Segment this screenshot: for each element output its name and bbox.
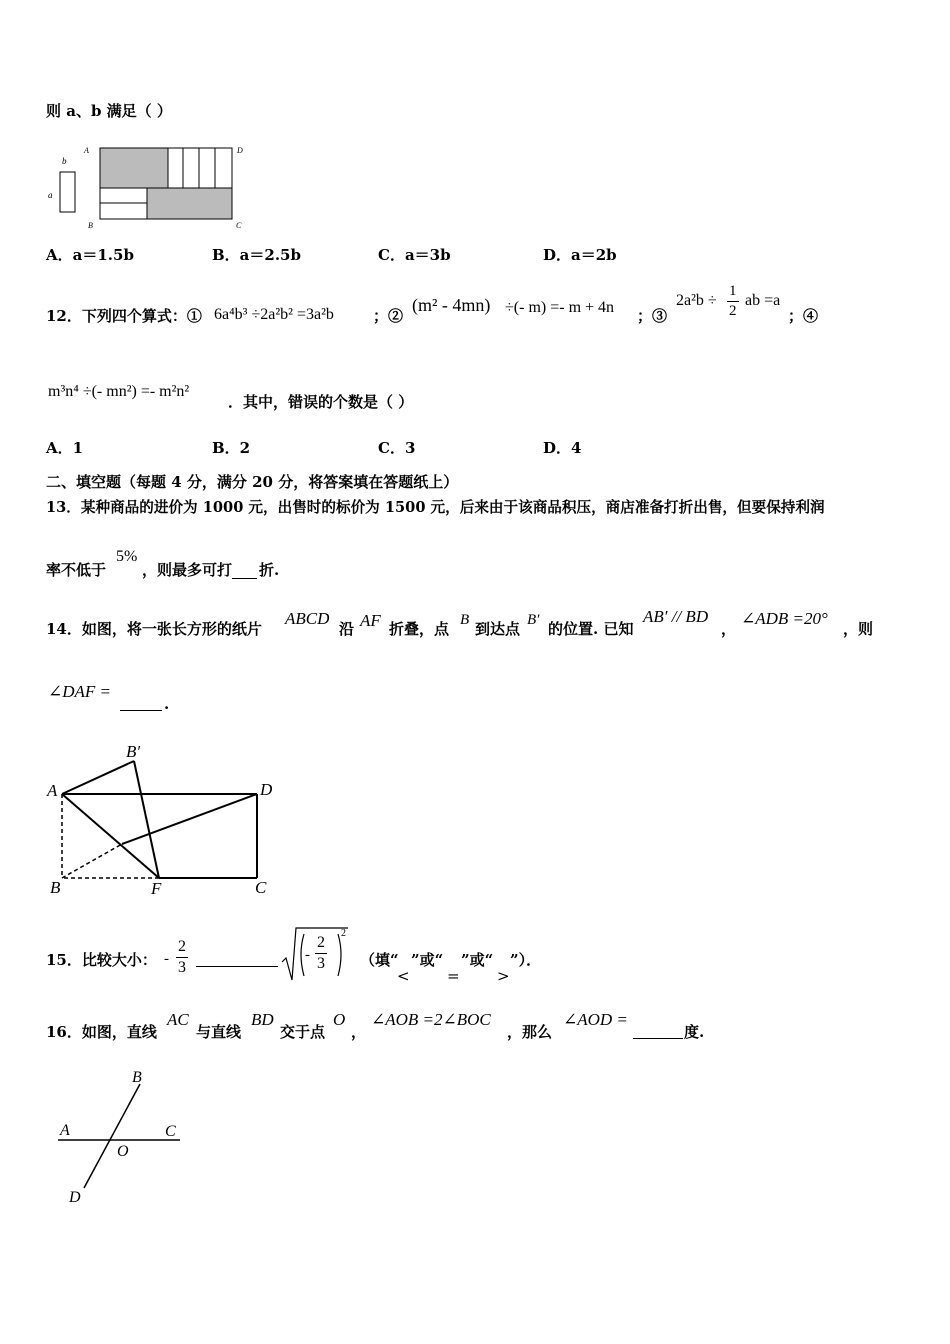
corner-B: B [88,221,93,230]
q15-den: 3 [178,959,186,976]
q12-sep3: ；④ [788,307,819,325]
label-B: B [50,878,61,897]
q12-sep1: ；② [373,307,404,325]
q14-part3: 折叠，点 [389,620,450,638]
q15-rad-fraction [315,935,327,972]
q12-expr2-left: (m² - 4mn) [412,295,491,315]
q15-fill-open: （填“ [360,951,399,969]
q11-option-d: D．a＝2b [543,246,617,264]
q15-exp: 2 [341,928,346,939]
q13-line2-prefix: 率不低于 [46,561,107,579]
q11-figure [44,142,254,230]
q12-expr3-right: ab =a [745,292,781,309]
q15-prefix: 15．比较大小： [46,951,157,969]
q11-stem: 则 a、b 满足（ ） [46,102,172,120]
q16-bd: BD [251,1010,274,1029]
label-b: b [62,156,67,166]
q12-expr4: m³n⁴ ÷(- mn²) =- m²n² [48,383,190,400]
q13-percent: 5% [116,548,138,565]
label-Bp: B′ [126,742,141,761]
q14-b: B [460,612,470,628]
q12-option-a: A．1 [46,439,84,457]
q16-part4: ，那么 [507,1023,553,1041]
q16-comma: ， [351,1023,367,1041]
q13-line2-suffix: ，则最多可打 [142,561,233,579]
q15-gt: > [497,967,510,985]
q15-lt: < [397,967,410,985]
q12-expr3-left: 2a²b ÷ [676,292,717,309]
q16-part3: 交于点 [280,1023,326,1041]
section2-heading: 二、填空题（每题 4 分，满分 20 分，将答案填在答题纸上） [46,473,459,491]
label-C: C [165,1123,176,1140]
q14-line2-end: . [164,695,170,713]
q11-option-a: A．a＝1.5b [46,246,134,264]
q14-part5: 的位置. 已知 [548,620,634,638]
label-B: B [132,1069,142,1086]
q15-neg: - [164,951,169,967]
q15-or1: ”或“ [411,951,444,969]
q16-figure [56,1066,196,1212]
corner-A: A [84,146,89,155]
q16-part5: 度. [684,1023,705,1041]
label-a: a [48,190,53,200]
label-C: C [255,878,267,897]
q15-eq: = [447,967,460,985]
q16-part1: 16．如图，直线 [46,1023,157,1041]
q13-line2-end: 折. [259,561,280,579]
q16-angle1: ∠AOB =2∠BOC [371,1010,491,1029]
q14-part4: 到达点 [475,620,521,638]
q15-num: 2 [176,939,188,958]
q15-fill-close: ”）． [510,951,542,969]
label-O: O [117,1143,129,1160]
q15-rad-num: 2 [315,935,327,954]
q12-option-b: B．2 [212,439,251,457]
q15-answer-blank[interactable] [196,953,278,967]
q14-part1: 14．如图，将一张长方形的纸片 [46,620,262,638]
label-D: D [69,1189,81,1206]
q12-sep2: ；③ [637,307,668,325]
q12-option-c: C．3 [378,439,416,457]
q12-suffix: ．其中，错误的个数是（ ） [228,393,414,411]
q12-prefix: 12．下列四个算式：① [46,307,202,325]
q12-option-d: D．4 [543,439,582,457]
q16-o: O [333,1010,346,1029]
shaded-bottom [147,188,232,219]
q14-abcd: ABCD [285,609,330,628]
q14-af: AF [360,611,381,630]
shaded-top [100,148,168,188]
q14-figure [44,737,284,897]
corner-C: C [236,221,242,230]
q12-expr2-right: ÷(- m) =- m + 4n [505,299,615,316]
q14-angle: ∠ADB =20° [741,609,828,628]
q15-fraction [176,939,188,976]
q11-option-c: C．a＝3b [378,246,451,264]
q14-line2: ∠DAF = [48,682,112,701]
q15-or2: ”或“ [461,951,494,969]
q14-part2: 沿 [339,620,355,638]
label-A: A [47,781,58,800]
q16-angle2: ∠AOD = [563,1010,628,1029]
q16-part2: 与直线 [196,1023,242,1041]
q12-expr1: 6a⁴b³ ÷2a²b² =3a²b [214,306,334,323]
label-A: A [60,1122,70,1139]
q12-expr3-num: 1 [727,284,739,302]
q15-rad-den: 3 [317,955,325,972]
q15-rad-neg: - [305,947,310,963]
q13-line1: 13．某种商品的进价为 1000 元，出售时的标价为 1500 元，后来由于该商品积压，商店准备打折出售，但要保持利润 [46,499,825,516]
label-F: F [151,879,162,897]
corner-D: D [237,146,243,155]
label-D: D [260,780,273,799]
q12-expr3-fraction [727,284,739,319]
q14-bprime: B′ [527,612,540,628]
q16-answer-blank[interactable] [633,1025,683,1039]
small-rectangle [60,172,75,212]
q14-part6: ，则 [843,620,874,638]
q14-parallel: AB′ // BD [643,607,709,626]
q14-comma1: ， [721,620,737,638]
q13-answer-blank[interactable] [232,562,257,579]
q12-expr3-den: 2 [729,303,737,319]
q16-ac: AC [167,1010,189,1029]
q11-option-b: B．a＝2.5b [212,246,301,264]
q14-answer-blank[interactable] [120,697,162,711]
